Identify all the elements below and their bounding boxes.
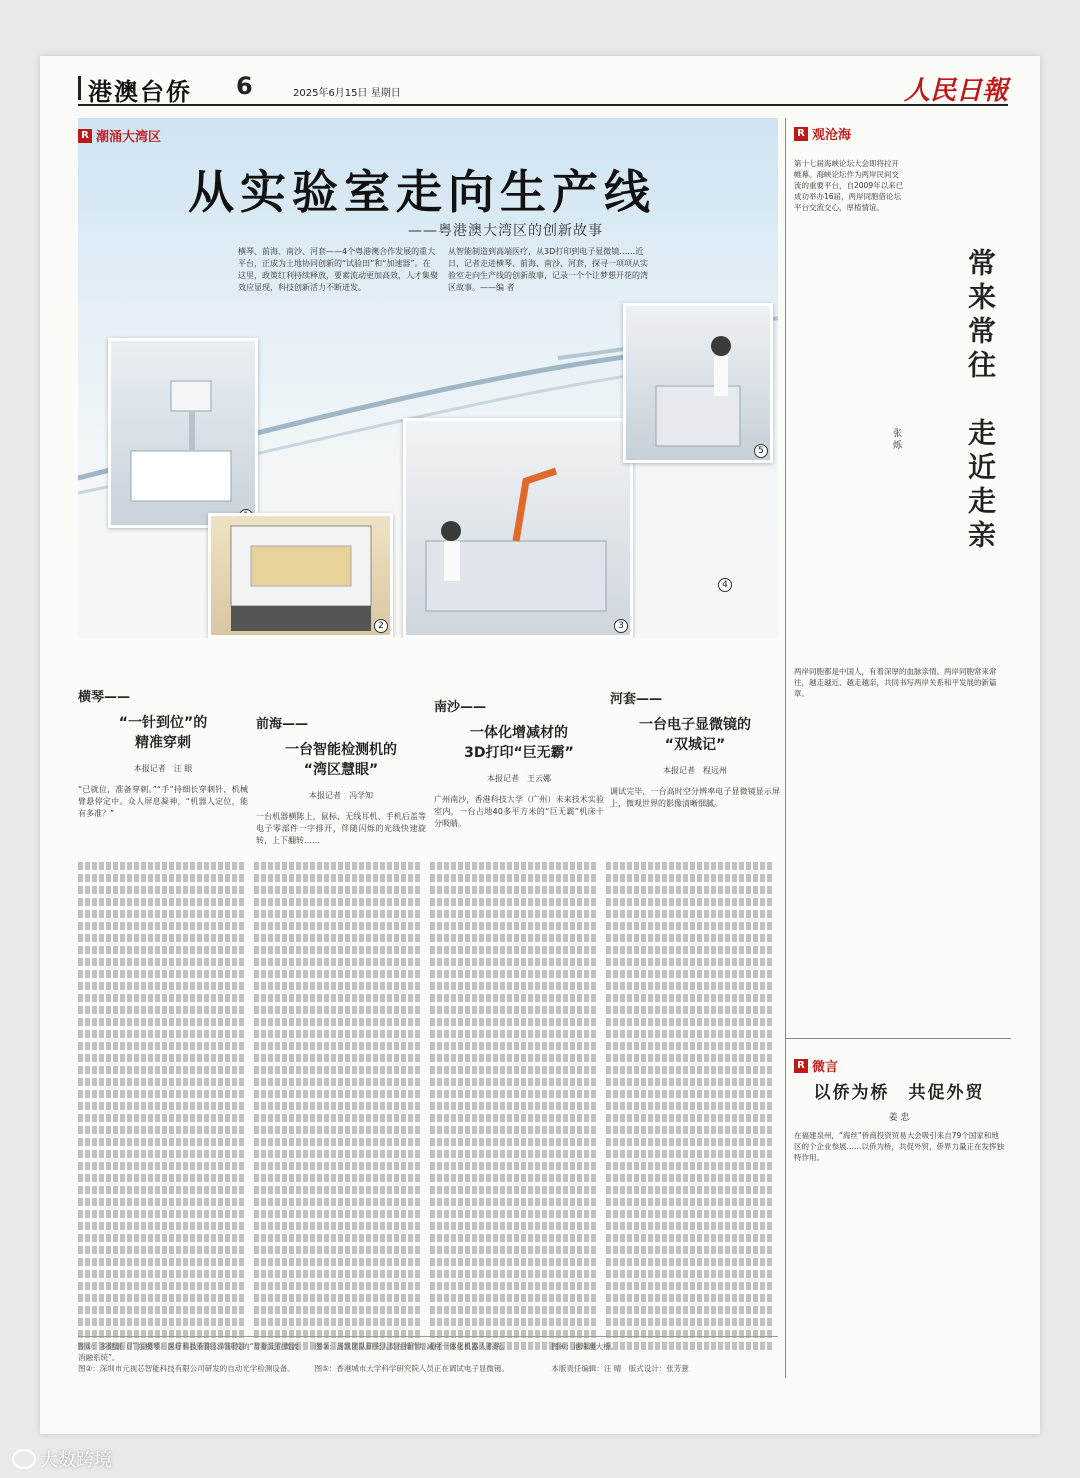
r-logo-icon: R	[78, 129, 92, 143]
photo-captions	[78, 1336, 778, 1374]
watermark-logo-icon	[12, 1449, 36, 1469]
main-feature	[78, 118, 778, 1378]
body-text-block	[78, 858, 778, 1354]
story-place: 南沙——	[434, 700, 487, 715]
story-title-line-1: 一台智能检测机的	[285, 742, 397, 758]
column-tag-label: 潮涌大湾区	[96, 130, 162, 145]
masthead	[78, 70, 1008, 106]
r-logo-icon: R	[794, 1059, 808, 1073]
medical-robot-illustration	[111, 341, 255, 525]
lede-paragraph-2: 从智能制造到高端医疗，从3D打印到电子显微镜……近日，记者走进横琴、前海、南沙、河套，探寻一项项从实验室走向生产线的创新故事，记录一个个让梦想开花的湾区故事。——编 者	[448, 247, 648, 292]
story-title-line-2: 3D打印“巨无霸”	[464, 745, 574, 761]
photo-2	[208, 513, 393, 638]
micro-body: 在福建泉州，“海丝”侨商投资贸易大会吸引来自79个国家和地区的个企业参展……以侨为桥，共促外贸，侨界力量正在发挥独特作用。	[794, 1131, 1004, 1162]
lab-robot-illustration	[406, 421, 630, 635]
photo-1	[108, 338, 258, 528]
column-filler-2	[254, 858, 422, 1354]
newspaper-logo: 人民日報	[903, 76, 1008, 106]
story-body: 一台机器横陈上，鼠标、无线耳机、手机后盖等电子零部件一字排开，伴随闪烁的光线快速旋转，上下翻转……	[256, 812, 426, 845]
column-filler-3	[430, 858, 598, 1354]
column-tag-label: 微言	[812, 1060, 839, 1075]
photo-number-5: 5	[754, 444, 768, 458]
story-nansha	[434, 696, 604, 830]
caption-3: 图③：汤凯团队研究人员在操作增减材一体化机器人系统。	[314, 1342, 509, 1351]
editor-credit: 本版责任编辑：汪 晴 版式设计：张芳薏	[551, 1364, 689, 1373]
column-filler-1	[78, 858, 246, 1354]
essay-title: 常来常往 走近走亲	[964, 248, 997, 554]
column-tag	[78, 126, 161, 145]
section-title: 港澳台侨	[88, 78, 192, 106]
subhead: ——粤港澳大湾区的创新故事	[408, 223, 603, 239]
right-column	[785, 118, 1010, 1378]
essay-author: 张 烁	[891, 428, 901, 449]
story-title-line-2: “双城记”	[664, 737, 726, 753]
divider	[786, 1038, 1011, 1039]
story-place: 横琴——	[78, 690, 131, 705]
story-place: 前海——	[256, 717, 309, 732]
story-title-line-1: “一针到位”的	[118, 715, 208, 731]
story-title-line-2: “湾区慧眼”	[303, 762, 379, 778]
column-filler-4	[606, 858, 774, 1354]
story-body: “已就位，准备穿刺。”“手”持细长穿刺针，机械臂悬停定中。众人屏息凝神，“机器人定位，能有多准？”	[78, 785, 248, 818]
story-place: 河套——	[610, 692, 663, 707]
story-title	[434, 723, 604, 763]
essay-body: 第十七届海峡论坛大会即将拉开帷幕。海峡论坛作为两岸民间交流的重要平台，自2009年以来已成功举办16届，两岸同胞借论坛平台交流交心，厚植情谊。	[794, 159, 904, 212]
caption-5: 图⑤：香港城市大学科学研究院人员正在调试电子显微镜。	[314, 1364, 509, 1373]
story-body: 调试完毕，一台高时空分辨率电子显微镜显示屏上，微观世界的影像清晰细腻。	[610, 787, 780, 808]
story-title-line-1: 一台电子显微镜的	[639, 717, 751, 733]
photo-number-2: 2	[374, 619, 388, 633]
microscope-illustration	[626, 306, 770, 460]
masthead-bar	[78, 76, 81, 100]
photo-number-3: 3	[614, 619, 628, 633]
story-title	[256, 740, 426, 780]
watermark	[12, 1446, 112, 1472]
caption-4: 图④：港珠澳大桥。	[551, 1342, 619, 1351]
caption-1: 图①：多健康（广东横琴）医疗科技有限公司研发的“导航定位微波消融系统”。	[78, 1342, 299, 1362]
photo-3	[403, 418, 633, 638]
story-byline: 本报记者 王云娜	[487, 774, 551, 783]
headline: 从实验室走向生产线	[188, 165, 656, 219]
story-body: 广州南沙，香港科技大学（广州）未来技术实验室内，一台占地40多平方米的“巨无霸”机床十分吸睛。	[434, 795, 604, 828]
column-tag-label: 观沧海	[812, 128, 852, 143]
story-title-line-2: 精准穿刺	[135, 735, 191, 751]
column-tag-weiyan	[794, 1056, 838, 1075]
story-title	[610, 715, 780, 755]
lede-paragraph-1: 横琴、前海、南沙、河套——4个粤港澳合作发展的重大平台，正成为土地协同创新的“试验田”和“加速器”。在这里，政策红利持续释放，要素流动更加高效，人才集聚效应显现，科技创新活力不断迸发。	[238, 247, 438, 292]
essay-body-continued: 两岸同胞都是中国人，有着深厚的血脉亲情。两岸同胞常来常往，越走越近、越走越亲，共同书写两岸关系和平发展的新篇章。	[794, 667, 997, 698]
photo-5	[623, 303, 773, 463]
micro-author: 姜 忠	[888, 1113, 910, 1123]
watermark-text: 大数跨境	[40, 1450, 112, 1471]
story-hengqin	[78, 686, 248, 820]
issue-date: 2025年6月15日 星期日	[293, 88, 401, 99]
story-title	[78, 713, 248, 753]
story-title-line-1: 一体化增减材的	[470, 725, 568, 741]
story-byline: 本报记者 汪 眼	[133, 764, 193, 773]
photo-number-4: 4	[718, 578, 732, 592]
story-hetao	[610, 688, 780, 810]
column-tag-guancanghai	[794, 124, 1010, 143]
story-byline: 本报记者 冯学知	[309, 791, 373, 800]
micro-title: 以侨为桥 共促外贸	[813, 1083, 985, 1103]
story-byline: 本报记者 程远州	[663, 766, 727, 775]
hero-banner	[78, 118, 778, 638]
inspection-machine-illustration	[211, 516, 390, 635]
page-number: 6	[236, 72, 253, 100]
story-qianhai	[256, 713, 426, 847]
caption-2: 图②：深圳市元视芯智能科技有限公司研发的自动光学检测设备。	[78, 1364, 295, 1373]
r-logo-icon: R	[794, 127, 808, 141]
newspaper-page	[40, 56, 1040, 1434]
